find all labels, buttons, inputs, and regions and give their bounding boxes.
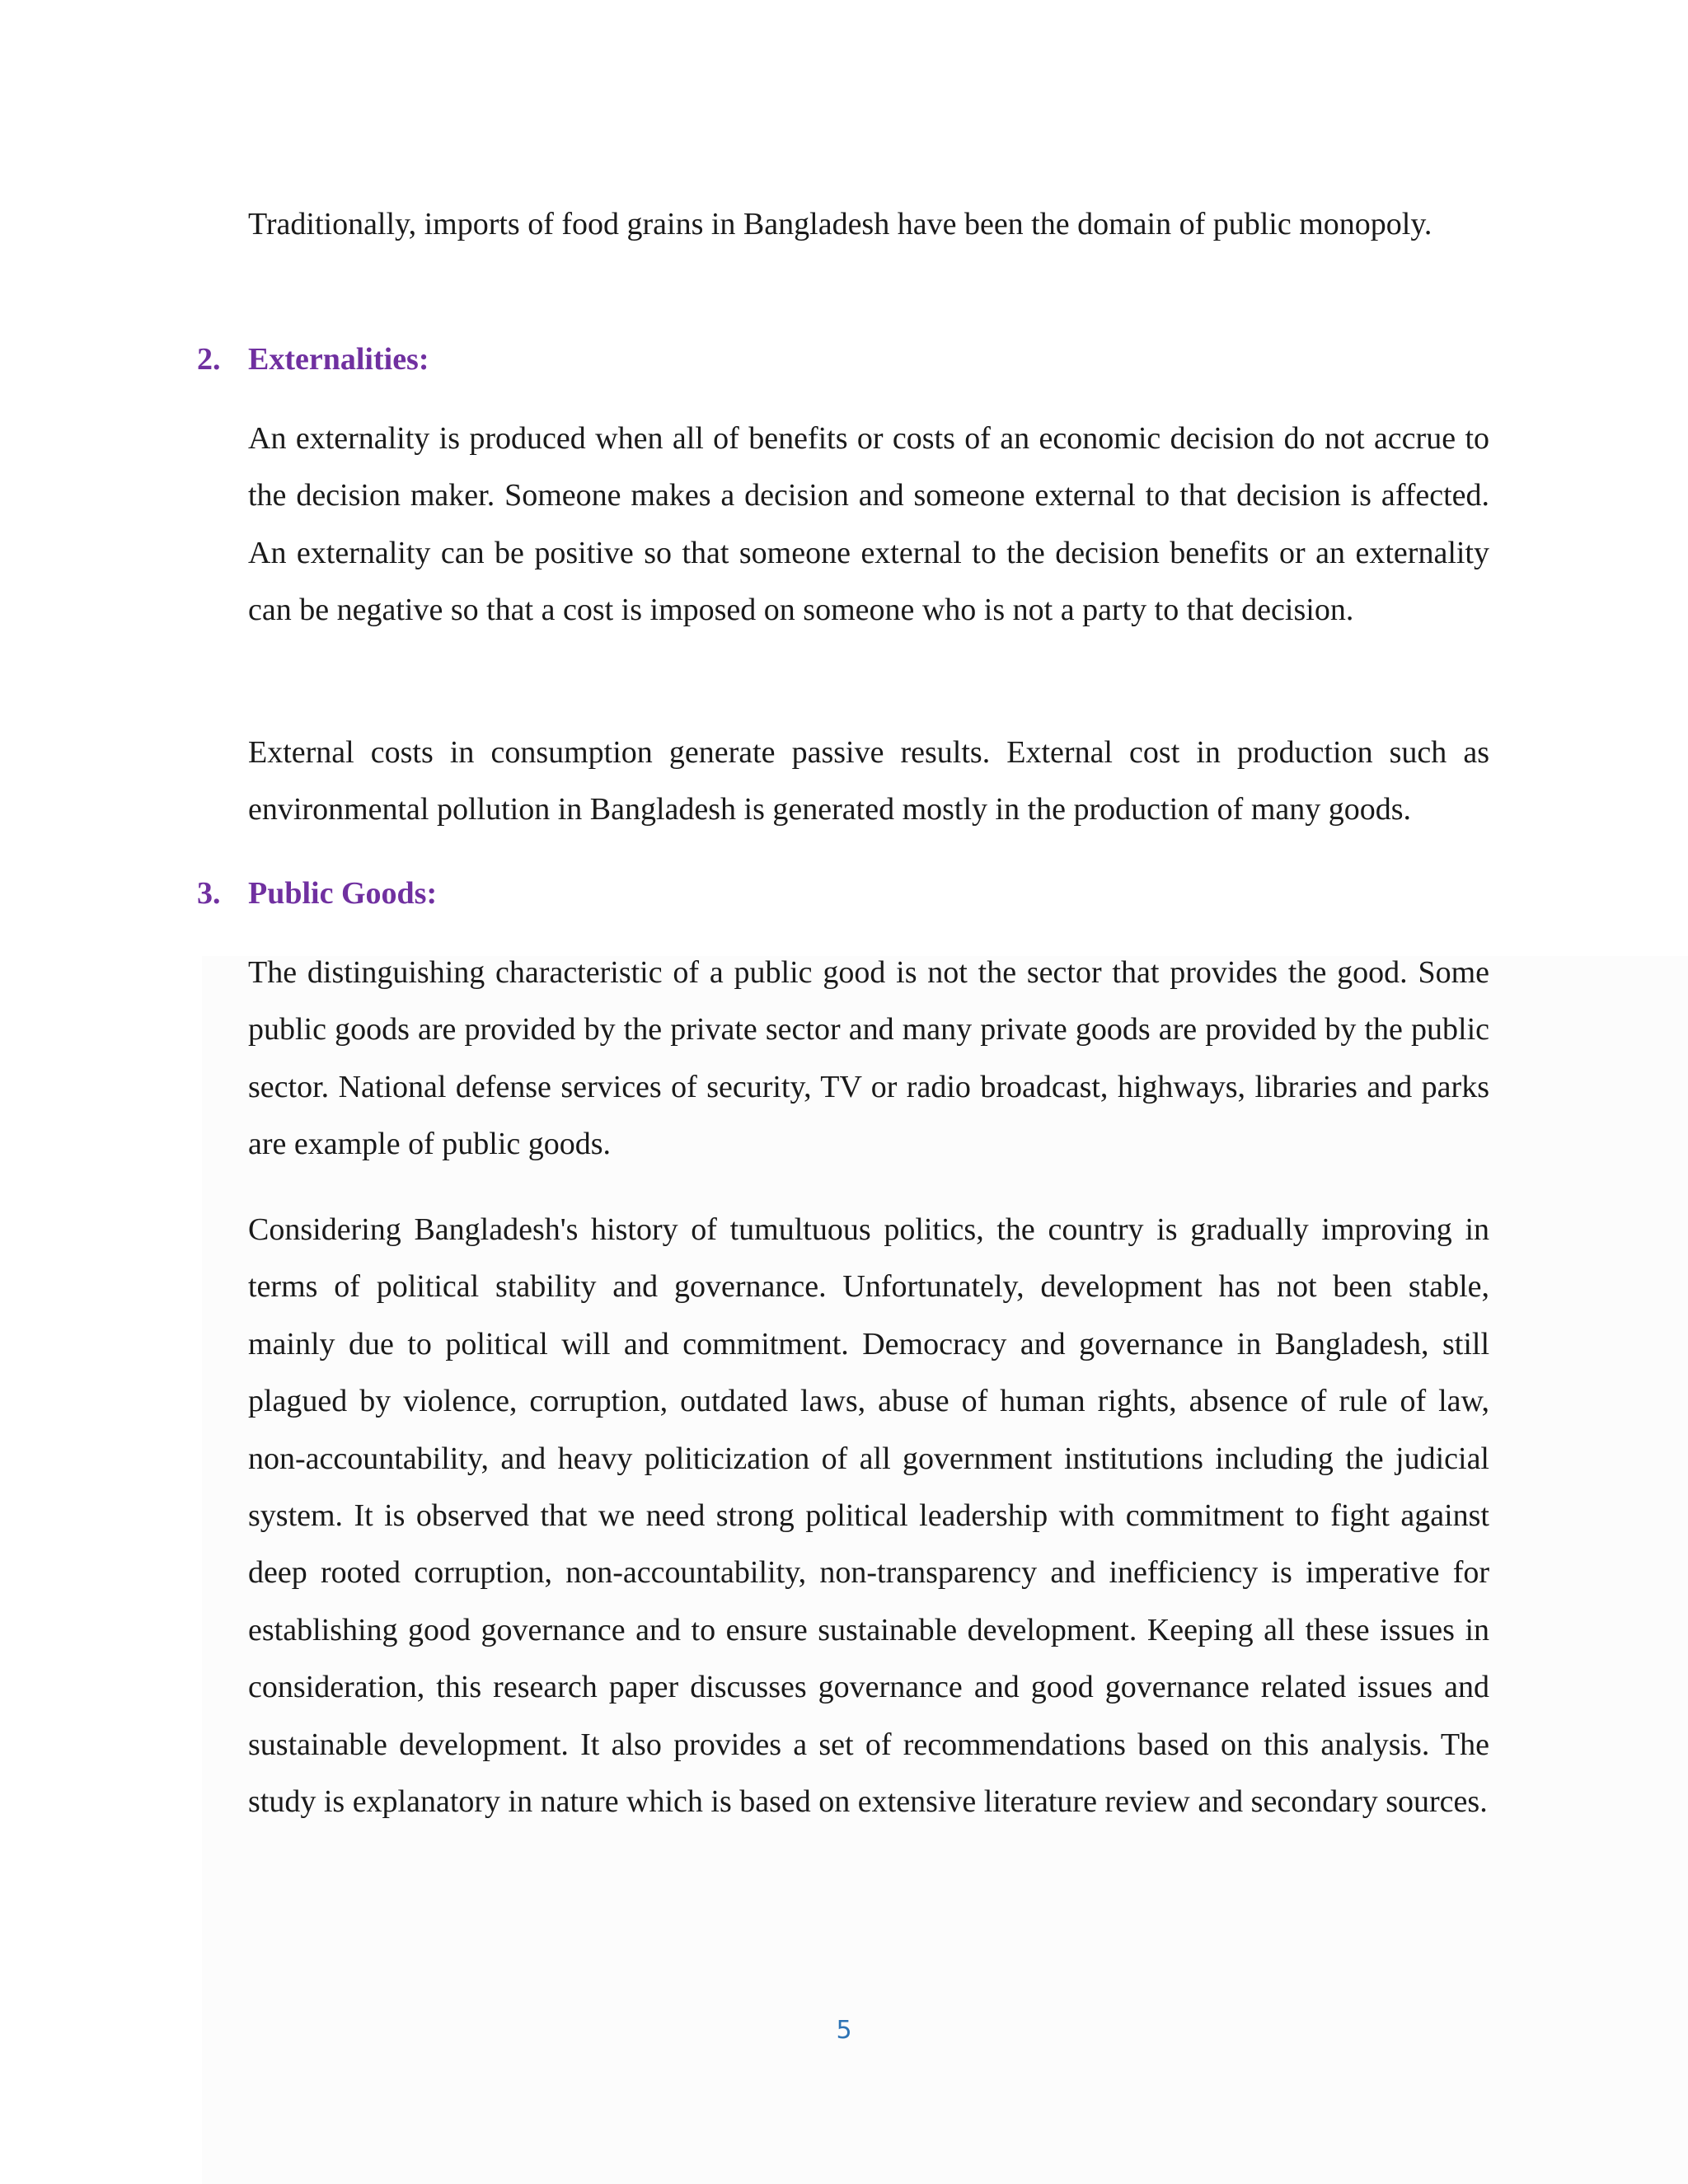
heading-externalities [197, 340, 429, 379]
paragraph-externalities-costs: External costs in consumption generate passive results. External cost in production such as environmental pollution in Bangladesh is generated mostly in the production of many goods. [248, 735, 1489, 827]
paragraph-public-goods-definition: The distinguishing characteristic of a public good is not the sector that provides the good. Some public goods are provided by the private sector and many private goods are provided by the public sector. National defense services of security, TV or radio broadcast, highways, libraries and parks are example of public goods. [248, 955, 1489, 1162]
heading-number: 3. [197, 876, 221, 911]
heading-title: Public Goods: [248, 876, 438, 911]
page-number: 5 [836, 2016, 852, 2045]
paragraph-governance: Considering Bangladesh's history of tumultuous politics, the country is gradually improving in terms of political stability and governance. Unfortunately, development has not been stable, mainly due to political will and commitment. Democracy and governance in Bangladesh, still plagued by violence, corruption, outdated laws, abuse of human rights, absence of rule of law, non-accountability, and heavy politicization of all government institutions including the judicial system. It is observed that we need strong political leadership with commitment to fight against deep rooted corruption, non-accountability, non-transparency and inefficiency is imperative for establishing good governance and to ensure sustainable development. Keeping all these issues in consideration, this research paper discusses governance and good governance related issues and sustainable development. It also provides a set of recommendations based on this analysis. The study is explanatory in nature which is based on extensive literature review and secondary sources. [248, 1212, 1489, 1820]
heading-title: Externalities: [248, 342, 429, 377]
heading-public-goods [197, 874, 437, 913]
paragraph-externalities-definition: An externality is produced when all of benefits or costs of an economic decision do not accrue to the decision maker. Someone makes a decision and someone external to that decision is affected. An externality can be positive so that someone external to the decision benefits or an externality can be negative so that a cost is imposed on someone who is not a party to that decision. [248, 421, 1489, 628]
paragraph-intro: Traditionally, imports of food grains in Bangladesh have been the domain of public monopoly. [248, 207, 1432, 241]
heading-number: 2. [197, 342, 221, 377]
